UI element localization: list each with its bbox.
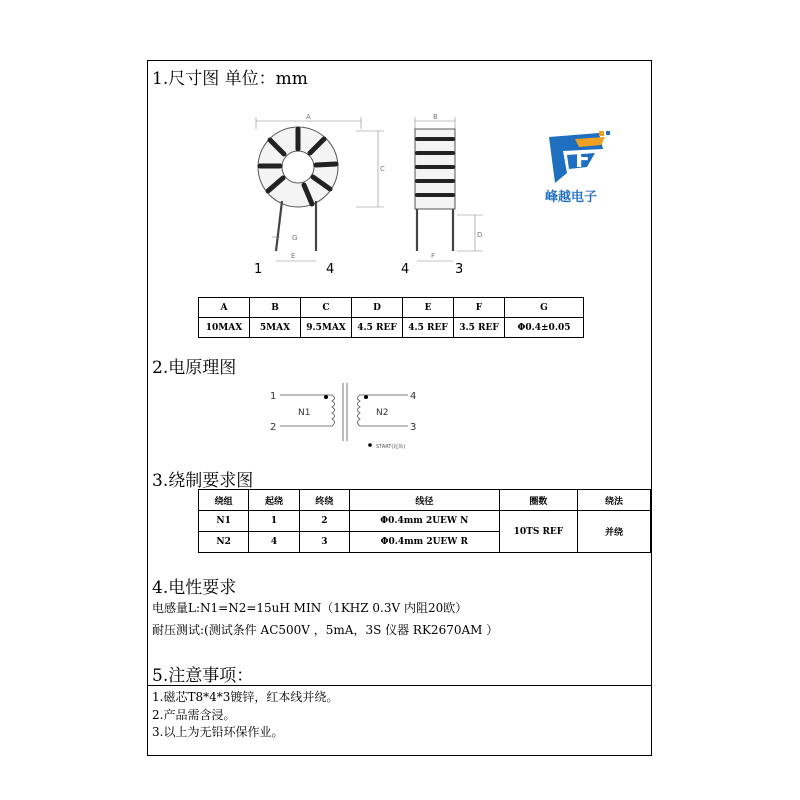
spec-sheet	[147, 60, 652, 756]
winding-method: 并绕	[578, 511, 651, 553]
pin-label-3: 3	[455, 262, 464, 274]
toroid-side-view	[393, 109, 508, 274]
schematic-n1: N1	[298, 408, 311, 418]
winding-header-start: 起绕	[249, 490, 299, 511]
dim-value-b: 5MAX	[250, 318, 301, 338]
dim-value-f: 3.5 REF	[454, 318, 505, 338]
dim-header-d: D	[352, 298, 403, 318]
winding-header-winding: 绕组	[199, 490, 249, 511]
logo-letter: F	[575, 148, 591, 173]
dim-header-a: A	[199, 298, 250, 318]
dim-label-e: E	[291, 252, 296, 260]
dim-label-f: F	[431, 252, 436, 260]
note-item-2: 2.产品需含浸。	[152, 708, 236, 722]
winding-n1-name: N1	[199, 511, 249, 532]
dimensions-table	[198, 297, 584, 338]
winding-header-row	[199, 490, 651, 511]
schematic-start-note: START(起始)	[376, 444, 406, 450]
dim-label-b: B	[433, 113, 438, 121]
schematic-pin-1: 1	[270, 391, 277, 402]
dimensions-value-row	[199, 318, 584, 338]
dim-label-c: C	[380, 165, 385, 173]
winding-n2-start: 4	[249, 532, 299, 553]
winding-header-end: 终绕	[299, 490, 349, 511]
schematic-pin-2: 2	[270, 422, 277, 433]
note-item-1: 1.磁芯T8*4*3镀锌，红本线并绕。	[152, 690, 339, 704]
dim-header-f: F	[454, 298, 505, 318]
winding-n1-start: 1	[249, 511, 299, 532]
schematic-pin-3: 3	[410, 422, 417, 433]
dim-value-e: 4.5 REF	[403, 318, 454, 338]
section-title-notes: 5.注意事项：	[152, 666, 254, 686]
dim-header-c: C	[301, 298, 352, 318]
winding-n2-name: N2	[199, 532, 249, 553]
note-item-3: 3.以上为无铅环保作业。	[152, 725, 284, 739]
pin-label-1: 1	[254, 262, 263, 274]
winding-header-method: 绕法	[578, 490, 651, 511]
section-title-dimensions: 1.尺寸图 单位：mm	[152, 69, 308, 89]
dim-label-g: G	[292, 234, 298, 242]
winding-row-n1	[199, 511, 651, 532]
pin-label-4-front: 4	[326, 262, 335, 274]
hipot-requirement: 耐压测试:(测试条件 AC500V ，5mA，3S 仪器 RK2670AM ）	[152, 623, 499, 637]
dim-header-e: E	[403, 298, 454, 318]
inductance-requirement: 电感量L:N1=N2=15uH MIN（1KHZ 0.3V 内阻20欧）	[152, 601, 468, 615]
winding-table	[198, 489, 651, 553]
winding-n1-wire: Φ0.4mm 2UEW N	[349, 511, 499, 532]
winding-header-turns: 圈数	[499, 490, 577, 511]
dim-value-c: 9.5MAX	[301, 318, 352, 338]
logo-company-name: 峰越电子	[545, 190, 598, 205]
dim-value-d: 4.5 REF	[352, 318, 403, 338]
winding-n1-end: 2	[299, 511, 349, 532]
dim-label-a: A	[306, 113, 311, 121]
dim-value-a: 10MAX	[199, 318, 250, 338]
dim-header-g: G	[505, 298, 584, 318]
dim-value-g: Φ0.4±0.05	[505, 318, 584, 338]
section-title-winding: 3.绕制要求图	[152, 471, 254, 491]
company-logo	[545, 129, 625, 205]
winding-n2-end: 3	[299, 532, 349, 553]
schematic-diagram	[268, 381, 428, 453]
winding-turns: 10TS REF	[499, 511, 577, 553]
schematic-n2: N2	[376, 408, 389, 418]
pin-label-4-side: 4	[401, 262, 410, 274]
schematic-pin-4: 4	[410, 391, 417, 402]
dim-label-d: D	[477, 231, 483, 239]
dimensions-header-row	[199, 298, 584, 318]
section-title-electrical: 4.电性要求	[152, 578, 237, 598]
notes-divider	[148, 685, 651, 686]
winding-n2-wire: Φ0.4mm 2UEW R	[349, 532, 499, 553]
section-title-schematic: 2.电原理图	[152, 358, 237, 378]
winding-header-wire: 线径	[349, 490, 499, 511]
toroid-front-view	[236, 109, 396, 274]
dim-header-b: B	[250, 298, 301, 318]
